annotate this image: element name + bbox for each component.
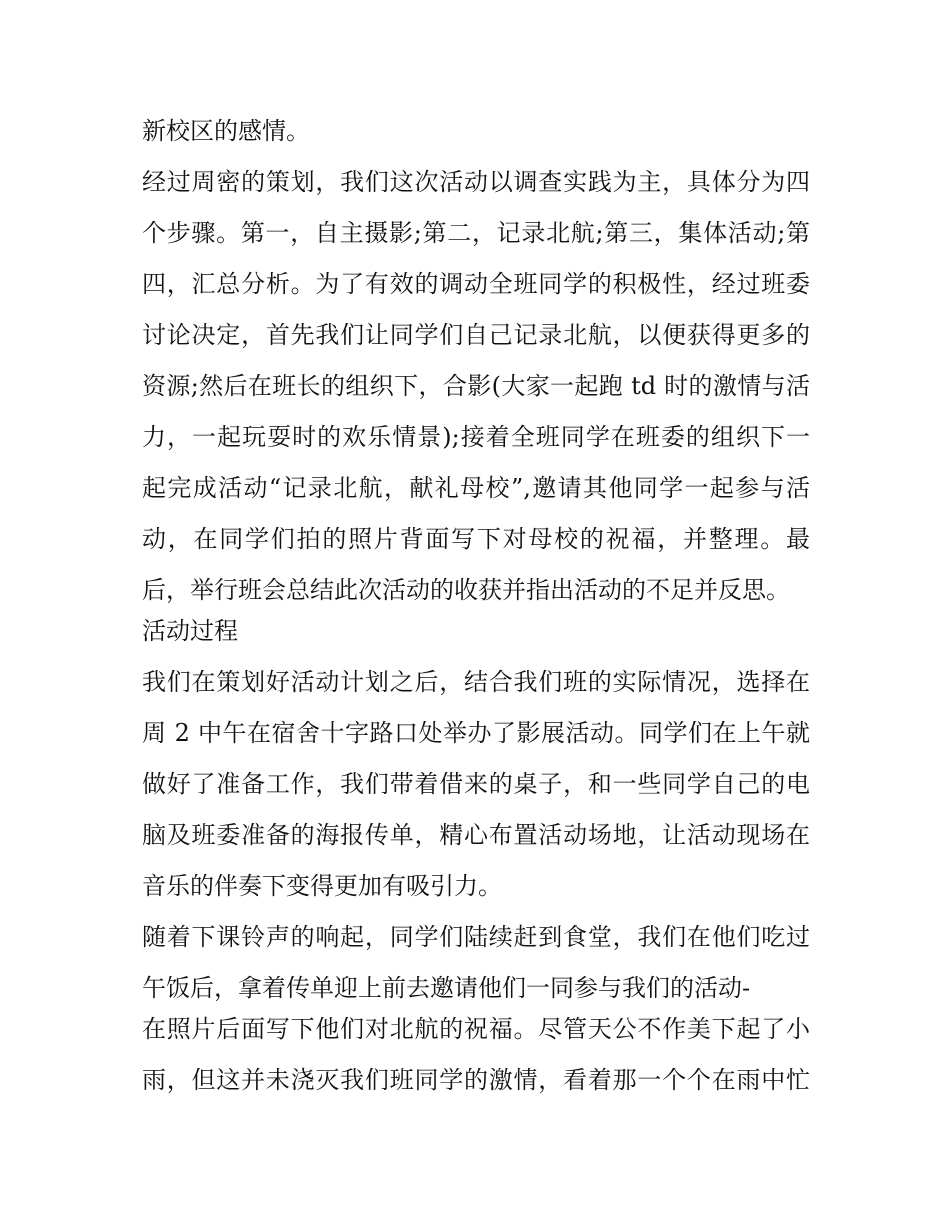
- text-line: 力，一起玩耍时的欢乐情景);接着全班同学在班委的组织下一: [142, 423, 810, 451]
- paragraph-5: [142, 917, 810, 1101]
- text-line: 周 2 中午在宿舍十字路口处举办了影展活动。同学们在上午就: [142, 719, 810, 747]
- paragraph-1: [142, 111, 810, 152]
- text-line: 后，举行班会总结此次活动的收获并指出活动的不足并反思。: [142, 576, 790, 604]
- text-line: 动，在同学们拍的照片背面写下对母校的祝福，并整理。最: [142, 525, 810, 553]
- text-line: 脑及班委准备的海报传单，精心布置活动场地，让活动现场在: [142, 821, 810, 849]
- text-line: 四，汇总分析。为了有效的调动全班同学的积极性，经过班委: [142, 270, 810, 298]
- text-line: 起完成活动“记录北航，献礼母校”,邀请其他同学一起参与活: [142, 474, 810, 502]
- document-body: [142, 111, 810, 1101]
- text-line: 资源;然后在班长的组织下，合影(大家一起跑 td 时的激情与活: [142, 372, 810, 400]
- text-line: 随着下课铃声的响起，同学们陆续赶到食堂，我们在他们吃过: [142, 923, 810, 951]
- text-line: 午饭后，拿着传单迎上前去邀请他们一同参与我们的活动-: [142, 974, 751, 1002]
- text-line: 经过周密的策划，我们这次活动以调查实践为主，具体分为四: [142, 168, 810, 196]
- text-line: 个步骤。第一，自主摄影;第二，记录北航;第三，集体活动;第: [142, 219, 810, 247]
- paragraph-4: [142, 662, 810, 907]
- text-line: 讨论决定，首先我们让同学们自己记录北航，以便获得更多的: [142, 321, 810, 349]
- paragraph-3-heading: [142, 611, 810, 652]
- text-line: 音乐的伴奏下变得更加有吸引力。: [142, 872, 502, 900]
- section-heading: 活动过程: [142, 617, 238, 645]
- paragraph-2: [142, 162, 810, 611]
- text-line: 新校区的感情。: [142, 117, 310, 145]
- text-line: 做好了准备工作，我们带着借来的桌子，和一些同学自己的电: [142, 770, 810, 798]
- text-line: 雨，但这并未浇灭我们班同学的激情，看着那一个个在雨中忙: [142, 1066, 810, 1094]
- text-line: 在照片后面写下他们对北航的祝福。尽管天公不作美下起了小: [142, 1015, 810, 1043]
- text-line: 我们在策划好活动计划之后，结合我们班的实际情况，选择在: [142, 668, 810, 696]
